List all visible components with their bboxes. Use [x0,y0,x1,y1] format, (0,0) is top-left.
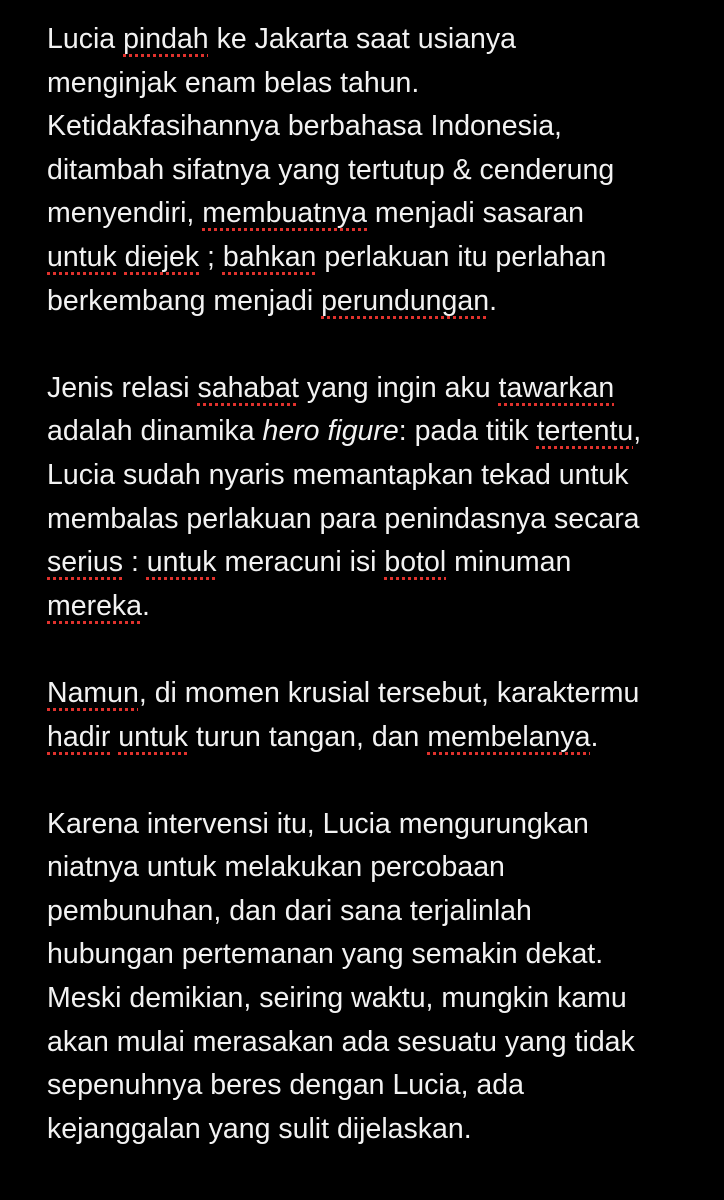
text-run [117,241,125,273]
text-line [47,192,707,236]
text-run: turun tangan, dan [188,720,428,753]
spellcheck-flagged-word: tertentu [536,415,634,448]
spellcheck-flagged-word: botol [384,546,447,579]
text-line [47,149,707,193]
text-run: : pada titik [398,415,537,448]
text-run: perlakuan itu perlahan [316,240,607,273]
spellcheck-flagged-word: diejek [124,240,200,273]
text-line [47,977,707,1021]
text-run: , di momen krusial tersebut, karaktermu [138,676,640,709]
text-line [47,933,707,977]
text-run: hubungan pertemanan yang semakin dekat. [47,938,604,971]
text-run: Meski demikian, seiring waktu, mungkin kamu [47,982,627,1015]
spellcheck-flagged-word: untuk [118,720,189,753]
document-body[interactable] [47,18,707,1151]
text-run: menyendiri, [47,197,203,230]
text-line [47,236,707,280]
text-run: membalas perlakuan para penindasnya secara [47,502,640,535]
spellcheck-flagged-word: perundungan [321,284,490,317]
spellcheck-flagged-word: Namun [47,676,139,709]
text-run: berkembang menjadi [47,284,322,317]
text-run: Jenis relasi [47,371,198,404]
text-line [47,62,707,106]
text-run: : [123,546,147,579]
text-run: pembunuhan, dan dari sana terjalinlah [47,894,532,927]
text-run: menjadi sasaran [367,197,585,230]
spellcheck-flagged-word: untuk [146,546,217,579]
text-line [47,585,707,629]
text-run: niatnya untuk melakukan percobaan [47,851,505,884]
text-run: . [142,589,150,622]
paragraph [47,672,707,759]
text-line [47,541,707,585]
text-line [47,1108,707,1152]
text-line [47,672,707,716]
spellcheck-flagged-word: serius [47,546,124,579]
text-line [47,890,707,934]
spellcheck-flagged-word: bahkan [222,240,317,273]
text-line [47,454,707,498]
text-line [47,846,707,890]
text-run: sepenuhnya beres dengan Lucia, ada [47,1069,524,1102]
text-run: menginjak enam belas tahun. [47,66,420,99]
text-line [47,498,707,542]
paragraph [47,18,707,323]
text-run: , [633,415,642,448]
text-run: Ketidakfasihannya berbahasa Indonesia, [47,110,562,143]
text-run: yang ingin aku [298,371,499,404]
text-line [47,1064,707,1108]
spellcheck-flagged-word: hadir [47,720,111,753]
paragraph-gap [47,759,707,803]
text-run: Karena intervensi itu, Lucia mengurungkan [47,807,589,840]
text-run: adalah dinamika [47,415,263,448]
text-run: kejanggalan yang sulit dijelaskan. [47,1112,472,1145]
text-run: minuman [446,546,572,579]
text-line [47,803,707,847]
text-line [47,367,707,411]
text-run: . [590,720,599,753]
spellcheck-flagged-word: mereka [47,589,143,622]
text-line [47,410,707,454]
text-run: meracuni isi [216,546,385,579]
paragraph-gap [47,323,707,367]
text-run: akan mulai merasakan ada sesuatu yang tidak [47,1025,635,1058]
spellcheck-flagged-word: tawarkan [498,371,615,404]
text-run: ; [199,240,223,273]
spellcheck-flagged-word: membuatnya [202,197,367,230]
text-run: Lucia sudah nyaris memantapkan tekad untuk [47,458,629,491]
spellcheck-flagged-word: pindah [123,23,209,55]
text-line [47,716,707,760]
spellcheck-flagged-word: sahabat [197,371,299,404]
paragraph [47,367,707,629]
text-line [47,280,707,324]
paragraph [47,803,707,1152]
spellcheck-flagged-word: membelanya [427,720,591,753]
text-run: Lucia [47,23,124,55]
text-run: ke Jakarta saat usianya [208,23,516,55]
text-run: ditambah sifatnya yang tertutup & cenderung [47,153,615,186]
text-line [47,18,707,62]
italic-phrase: hero figure [262,415,399,448]
text-line [47,1021,707,1065]
spellcheck-flagged-word: untuk [47,240,117,273]
text-run: . [489,284,497,317]
text-line [47,105,707,149]
paragraph-gap [47,628,707,672]
